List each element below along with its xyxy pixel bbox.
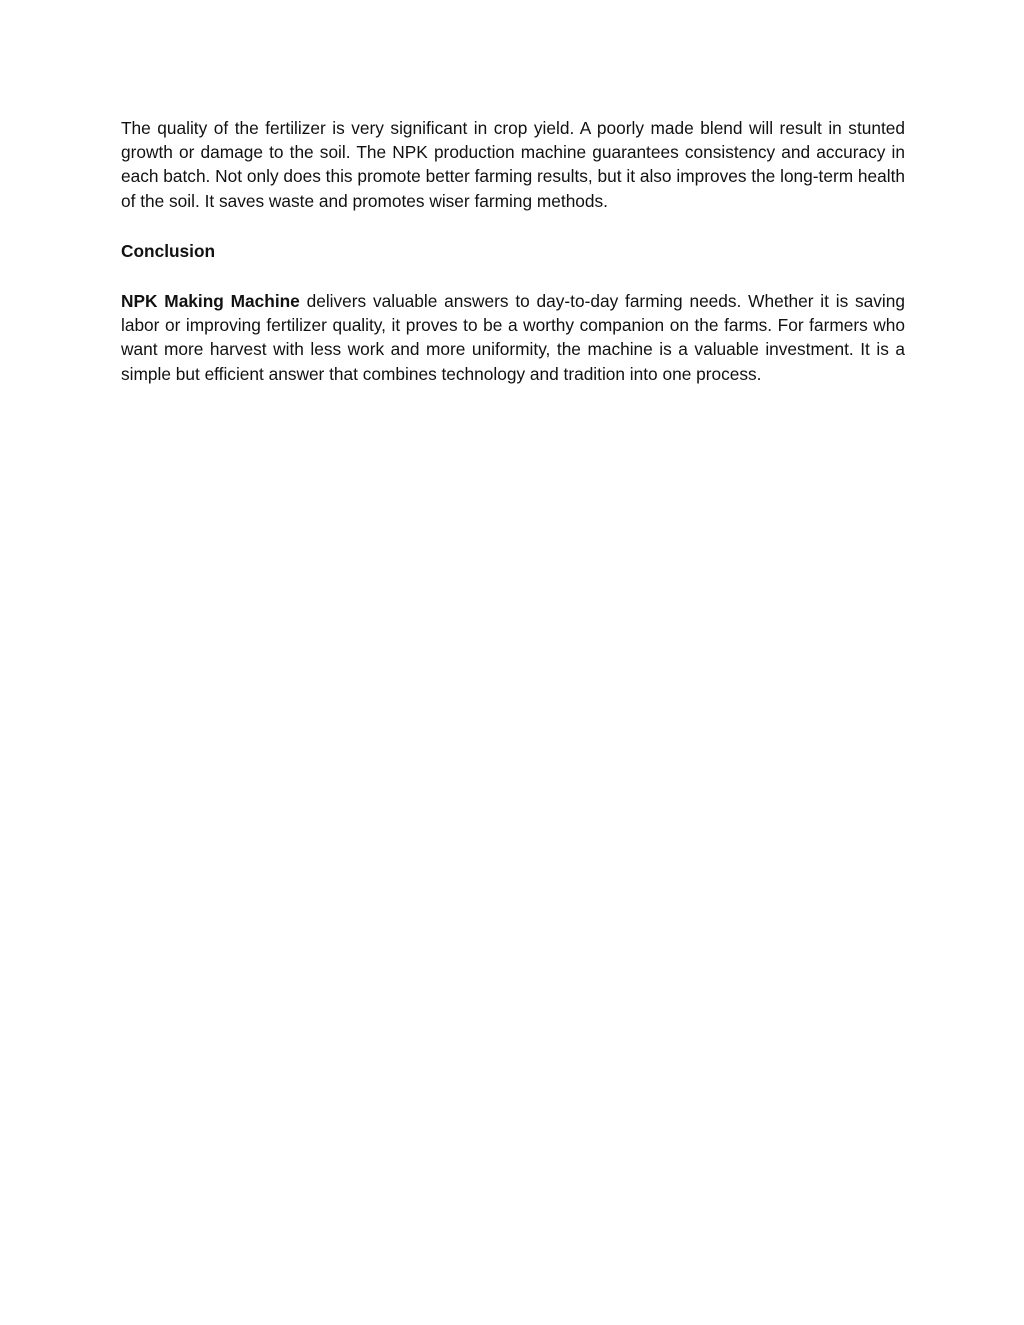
conclusion-bold-lead: NPK Making Machine <box>121 291 300 312</box>
document-body <box>121 116 905 386</box>
body-paragraph: The quality of the fertilizer is very significant in crop yield. A poorly made blend will result in stunted growth or damage to the soil. The NPK production machine guarantees consistency and accuracy in each batch. Not only does this promote better farming results, but it also improves the long-term health of the soil. It saves waste and promotes wiser farming methods. <box>121 118 905 211</box>
section-heading-conclusion: Conclusion <box>121 240 216 261</box>
conclusion-paragraph <box>121 289 905 386</box>
conclusion-body-text: delivers valuable answers to day-to-day farming needs. Whether it is saving labor or improving fertilizer quality, it proves to be a worthy companion on the farms. For farmers who want more harvest with less work and more uniformity, the machine is a valuable investment. It is a simple but efficient answer that combines technology and tradition into one process. <box>121 291 905 384</box>
